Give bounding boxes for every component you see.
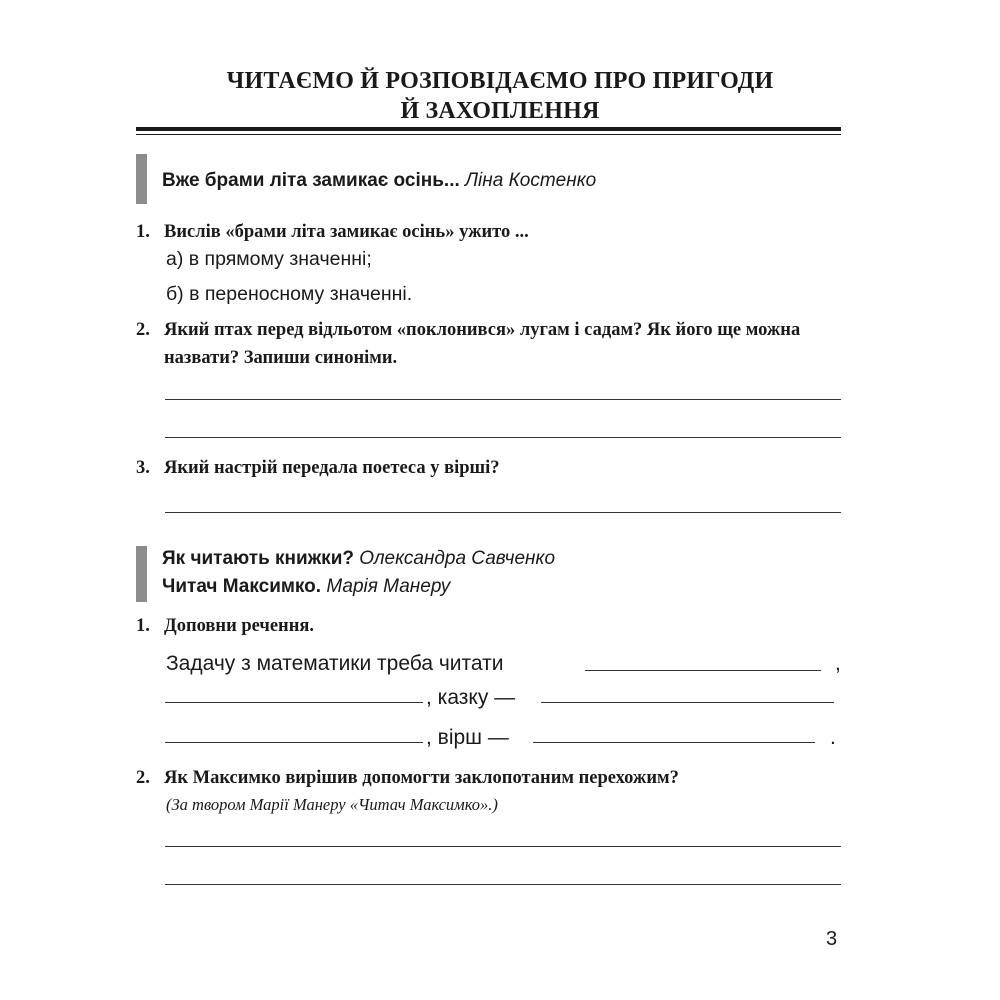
section-1-question-1: [136, 218, 846, 246]
title-rule-thick: [136, 127, 841, 131]
fill-in-line-2-text: , казку —: [426, 686, 516, 709]
question-text: Як Максимко вирішив допомогти заклопотаним перехожим?: [164, 768, 679, 788]
section-2-work-2-title: Читач Максимко.: [162, 576, 322, 597]
section-2-work-1-author: Олександра Савченко: [359, 548, 556, 569]
fill-in-blank-3[interactable]: [541, 702, 834, 703]
question-text: Який настрій передала поетеса у вірші?: [164, 458, 500, 478]
page-title-line-2: Й ЗАХОПЛЕННЯ: [400, 98, 600, 124]
question-text: Вислів «брами літа замикає осінь» ужито ...: [164, 222, 529, 242]
section-2-work-2-author: Марія Манеру: [326, 576, 451, 597]
answer-line[interactable]: [165, 437, 841, 438]
question-source-note: (За твором Марії Манеру «Читач Максимко».): [166, 795, 498, 814]
answer-line[interactable]: [165, 846, 841, 847]
page-title-line-1: ЧИТАЄМО Й РОЗПОВІДАЄМО ПРО ПРИГОДИ: [226, 68, 774, 94]
fill-in-line-3-text: , вірш —: [426, 726, 509, 749]
section-1-heading: [162, 167, 596, 195]
section-1-marker-bar: [136, 154, 147, 204]
title-rule-thin: [136, 134, 841, 135]
fill-in-line-1-end: ,: [835, 652, 841, 675]
section-2-question-1: [136, 612, 846, 640]
question-text: Який птах перед відльотом «поклонився» лугам і садам? Як його ще можна назвати? Запиши синоніми.: [164, 320, 801, 368]
section-2-heading-line-1: [162, 545, 555, 573]
section-1-question-3: [136, 454, 846, 482]
answer-option-a[interactable]: а) в прямому значенні;: [166, 248, 372, 270]
question-number: 1.: [136, 222, 150, 242]
fill-in-line-3-end: .: [830, 726, 836, 749]
section-1-work-title: Вже брами літа замикає осінь...: [162, 170, 460, 191]
section-2-question-2: [136, 764, 846, 792]
question-number: 3.: [136, 458, 150, 478]
answer-line[interactable]: [165, 512, 841, 513]
answer-line[interactable]: [165, 884, 841, 885]
question-number: 1.: [136, 616, 150, 636]
page-title: [160, 66, 840, 126]
answer-option-b[interactable]: б) в переносному значенні.: [166, 283, 413, 305]
section-2-work-1-title: Як читають книжки?: [162, 548, 354, 569]
section-1-question-2: [136, 316, 846, 372]
fill-in-blank-2[interactable]: [165, 702, 423, 703]
fill-in-blank-5[interactable]: [533, 742, 815, 743]
question-number: 2.: [136, 320, 150, 340]
page-number: 3: [826, 928, 838, 950]
section-2-heading-line-2: [162, 573, 450, 601]
fill-in-blank-4[interactable]: [165, 742, 423, 743]
fill-in-blank-1[interactable]: [585, 670, 821, 671]
section-1-author: Ліна Костенко: [465, 170, 597, 191]
fill-in-line-1-text: Задачу з математики треба читати: [166, 652, 504, 675]
question-text: Доповни речення.: [164, 616, 314, 636]
section-2-marker-bar: [136, 546, 147, 602]
answer-line[interactable]: [165, 399, 841, 400]
question-number: 2.: [136, 768, 150, 788]
